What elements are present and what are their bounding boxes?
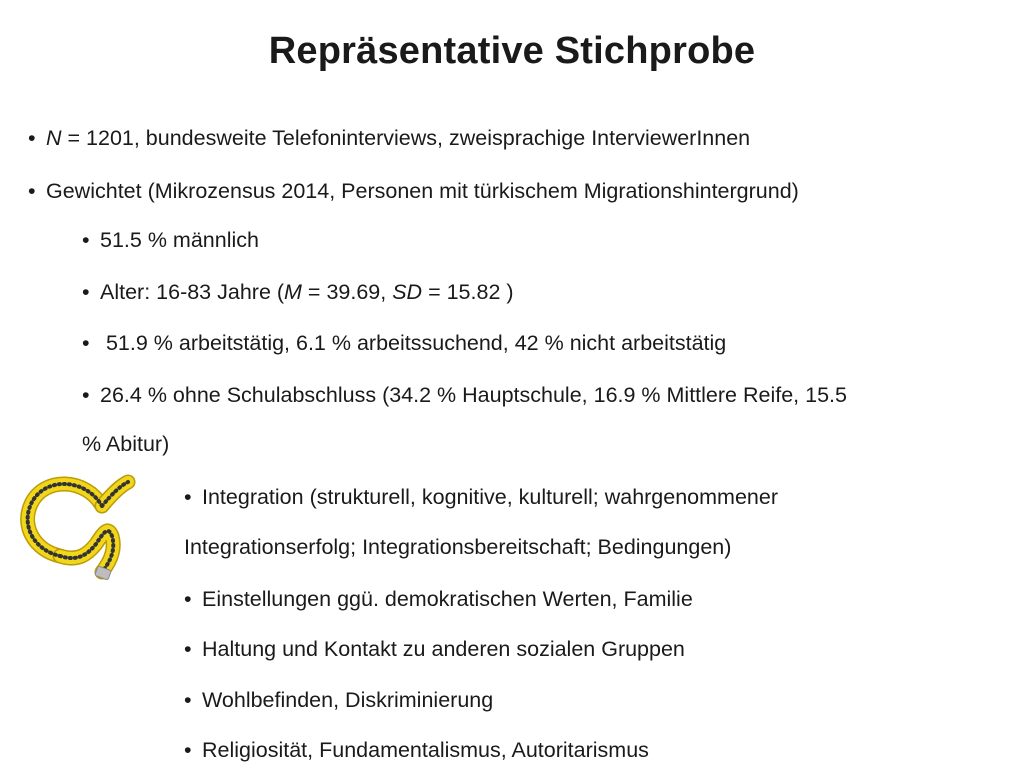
bullet-marker: •: [28, 126, 36, 150]
measure-attitudes: [184, 585, 693, 613]
bullet-marker: •: [82, 228, 90, 252]
education-text: 26.4 % ohne Schulabschluss (34.2 % Hauptschule, 16.9 % Mittlere Reife, 15.5: [100, 383, 847, 407]
measure-text: Einstellungen ggü. demokratischen Werten, Familie: [202, 587, 693, 611]
bullet-employment: [82, 329, 726, 357]
measure-religiosity: [184, 736, 649, 764]
age-pre: Alter: 16-83 Jahre (: [100, 280, 285, 304]
measure-text: Integration (strukturell, kognitive, kulturell; wahrgenommener: [202, 485, 778, 509]
measure-text: Religiosität, Fundamentalismus, Autoritarismus: [202, 738, 649, 762]
employment-text: 51.9 % arbeitstätig, 6.1 % arbeitssuchend, 42 % nicht arbeitstätig: [100, 331, 727, 355]
bullet-weighting: [28, 177, 799, 205]
bullet-marker: •: [184, 485, 192, 509]
sd-label: SD: [392, 280, 423, 304]
measure-integration-continued: Integrationserfolg; Integrationsbereitschaft; Bedingungen): [184, 535, 732, 559]
measure-text: Wohlbefinden, Diskriminierung: [202, 688, 494, 712]
gender-text: 51.5 % männlich: [100, 228, 259, 252]
bullet-marker: •: [82, 331, 90, 355]
sample-size-text: = 1201, bundesweite Telefoninterviews, zweisprachige InterviewerInnen: [61, 126, 751, 150]
bullet-marker: •: [184, 637, 192, 661]
education-continued: % Abitur): [82, 432, 170, 456]
bullet-age: [82, 278, 514, 306]
bullet-sample-size: [28, 124, 750, 152]
bullet-education: [82, 381, 847, 409]
age-mid: = 39.69,: [301, 280, 393, 304]
bullet-marker: •: [82, 280, 90, 304]
measure-text: Haltung und Kontakt zu anderen sozialen Gruppen: [202, 637, 685, 661]
measuring-tape-icon: [16, 470, 141, 585]
bullet-gender: [82, 226, 259, 254]
bullet-marker: •: [28, 179, 36, 203]
measure-integration: [184, 483, 778, 511]
bullet-marker: •: [184, 688, 192, 712]
measure-contact: [184, 635, 685, 663]
weighting-text: Gewichtet (Mikrozensus 2014, Personen mit türkischem Migrationshintergrund): [46, 179, 799, 203]
age-post: = 15.82 ): [422, 280, 514, 304]
bullet-marker: •: [184, 587, 192, 611]
slide-title: Repräsentative Stichprobe: [268, 30, 756, 72]
bullet-marker: •: [184, 738, 192, 762]
bullet-marker: •: [82, 383, 90, 407]
measure-wellbeing: [184, 686, 493, 714]
mean-label: M: [284, 280, 302, 304]
n-label: N: [46, 126, 62, 150]
